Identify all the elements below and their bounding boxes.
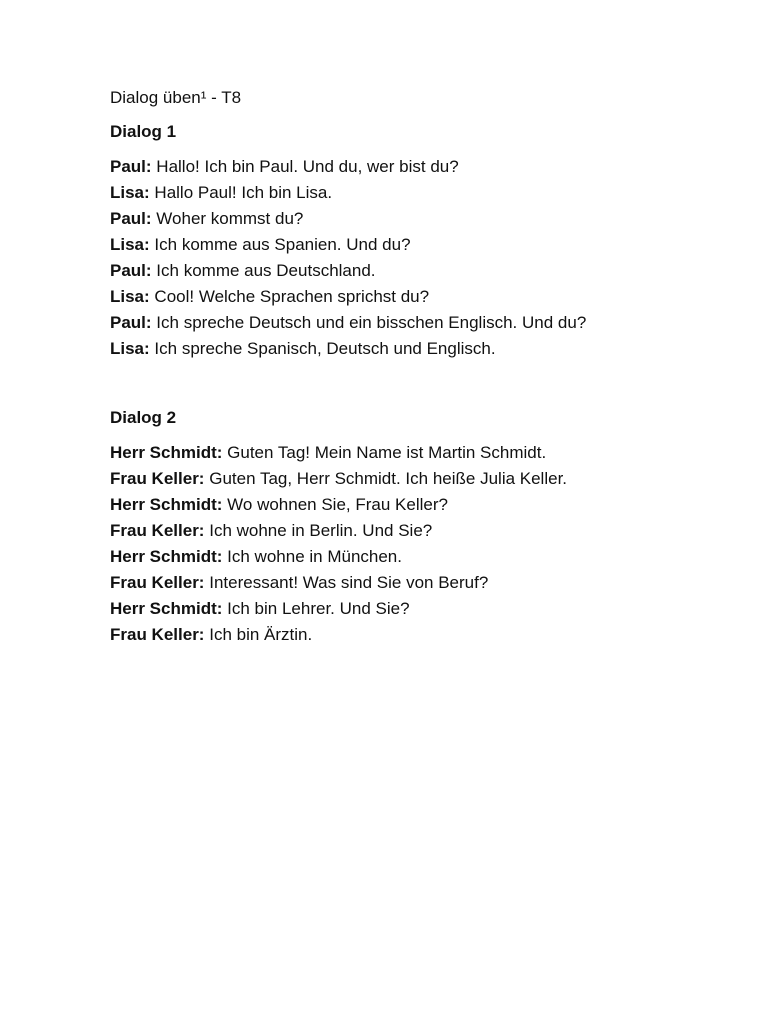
dialog-line — [110, 544, 710, 570]
line-text: Ich spreche Spanisch, Deutsch und Englisch. — [154, 339, 496, 358]
line-text: Ich wohne in Berlin. Und Sie? — [209, 521, 433, 540]
speaker-name: Frau Keller: — [110, 469, 205, 488]
dialog-section-1 — [110, 120, 710, 362]
speaker-name: Herr Schmidt: — [110, 495, 223, 514]
speaker-name: Lisa: — [110, 287, 150, 306]
line-text: Wo wohnen Sie, Frau Keller? — [227, 495, 448, 514]
dialog-line — [110, 570, 710, 596]
dialog-line — [110, 154, 710, 180]
speaker-name: Paul: — [110, 313, 152, 332]
dialog-heading: Dialog 1 — [110, 122, 177, 141]
line-text: Interessant! Was sind Sie von Beruf? — [209, 573, 489, 592]
speaker-name: Paul: — [110, 209, 152, 228]
speaker-name: Paul: — [110, 157, 152, 176]
dialog-line — [110, 258, 710, 284]
speaker-name: Paul: — [110, 261, 152, 280]
line-text: Ich komme aus Deutschland. — [156, 261, 376, 280]
line-text: Hallo! Ich bin Paul. Und du, wer bist du? — [156, 157, 459, 176]
line-text: Ich komme aus Spanien. Und du? — [154, 235, 411, 254]
line-text: Guten Tag, Herr Schmidt. Ich heiße Julia Keller. — [209, 469, 568, 488]
dialog-lines — [110, 154, 710, 362]
dialog-line — [110, 232, 710, 258]
dialog-line — [110, 622, 710, 648]
dialog-lines — [110, 440, 710, 648]
dialog-line — [110, 180, 710, 206]
dialog-line — [110, 284, 710, 310]
dialog-line — [110, 492, 710, 518]
document-body — [110, 86, 710, 648]
document-title: Dialog üben¹ - T8 — [110, 88, 242, 107]
line-text: Woher kommst du? — [156, 209, 304, 228]
speaker-name: Herr Schmidt: — [110, 443, 223, 462]
section-spacer — [110, 362, 710, 406]
dialog-line — [110, 596, 710, 622]
dialog-line — [110, 466, 710, 492]
dialog-line — [110, 310, 710, 336]
line-text: Ich bin Lehrer. Und Sie? — [227, 599, 410, 618]
dialog-line — [110, 518, 710, 544]
speaker-name: Frau Keller: — [110, 521, 205, 540]
dialog-line — [110, 206, 710, 232]
dialog-section-2 — [110, 406, 710, 648]
line-text: Ich spreche Deutsch und ein bisschen Englisch. Und du? — [156, 313, 587, 332]
dialog-line — [110, 336, 710, 362]
dialog-heading: Dialog 2 — [110, 408, 177, 427]
line-text: Ich bin Ärztin. — [209, 625, 313, 644]
speaker-name: Herr Schmidt: — [110, 599, 223, 618]
speaker-name: Lisa: — [110, 235, 150, 254]
line-text: Ich wohne in München. — [227, 547, 402, 566]
speaker-name: Herr Schmidt: — [110, 547, 223, 566]
speaker-name: Frau Keller: — [110, 625, 205, 644]
speaker-name: Lisa: — [110, 183, 150, 202]
dialog-line — [110, 440, 710, 466]
speaker-name: Lisa: — [110, 339, 150, 358]
line-text: Guten Tag! Mein Name ist Martin Schmidt. — [227, 443, 547, 462]
line-text: Cool! Welche Sprachen sprichst du? — [154, 287, 430, 306]
line-text: Hallo Paul! Ich bin Lisa. — [154, 183, 333, 202]
speaker-name: Frau Keller: — [110, 573, 205, 592]
